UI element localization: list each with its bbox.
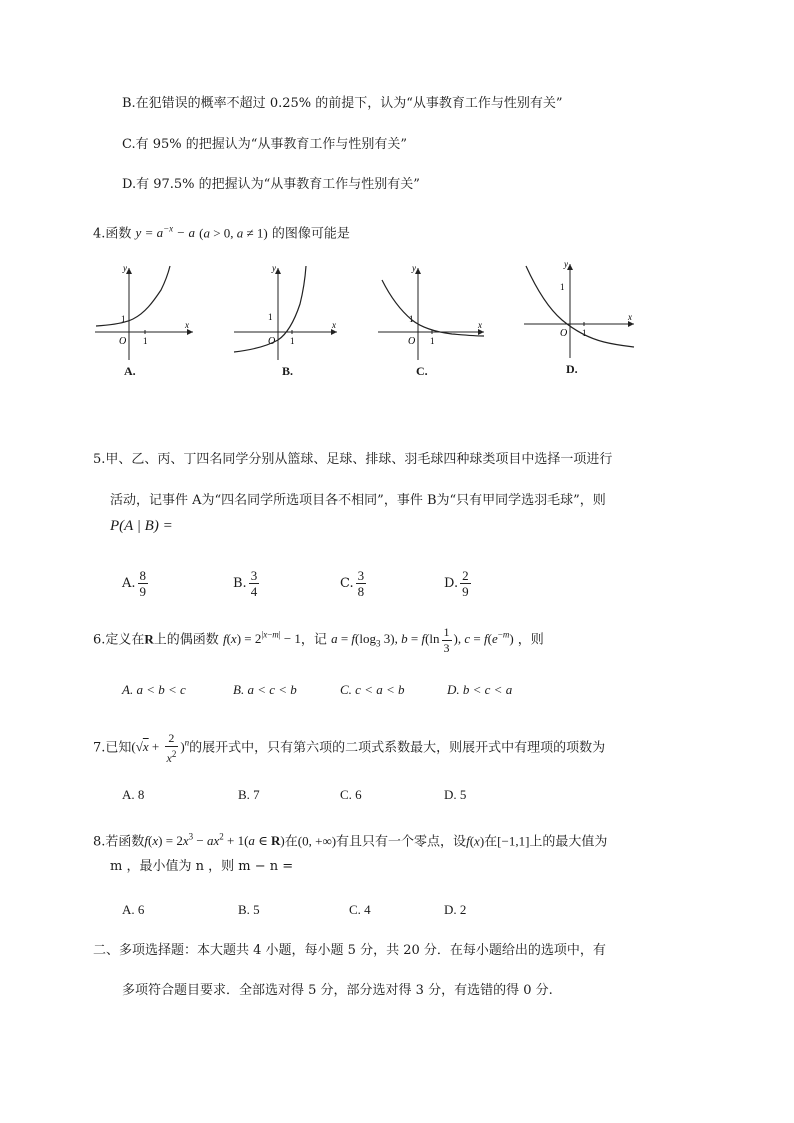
q5-option-b-den: 4 xyxy=(250,584,258,599)
q8-mid3: 在 xyxy=(484,834,498,850)
q5-option-c-frac xyxy=(356,568,367,599)
q5-option-c-label: C. xyxy=(340,576,354,591)
q5-option-b-frac xyxy=(249,568,260,599)
q8-mid2: 有且只有一个零点，设 xyxy=(336,834,467,850)
q6-mid2: ，记 xyxy=(300,632,327,648)
q8-option-c: C. 4 xyxy=(349,902,371,917)
q6-stem xyxy=(93,625,544,656)
q5-line1: 5.甲、乙、丙、丁四名同学分别从篮球、足球、排球、羽毛球四种球类项目中选择一项进行 xyxy=(93,452,613,467)
q5-option-c-num: 3 xyxy=(357,568,365,583)
q4-prefix: 4.函数 xyxy=(93,226,132,242)
q5-option-d-den: 9 xyxy=(462,584,469,599)
svg-text:O: O xyxy=(119,336,127,347)
svg-text:x: x xyxy=(185,320,189,330)
q6-mid1: 上的偶函数 xyxy=(153,632,219,648)
q6-function: f xyxy=(222,631,227,647)
q6-real-set: R xyxy=(144,631,154,647)
q4-stem xyxy=(93,219,350,244)
svg-text:x: x xyxy=(628,312,632,322)
svg-text:1: 1 xyxy=(143,336,148,346)
q8-mid1: 在 xyxy=(284,834,298,850)
q8-suffix: 上的最大值为 xyxy=(529,834,608,850)
q5-option-d xyxy=(444,568,473,599)
q4-function: $y = a^{-x} - a$ xyxy=(135,224,195,241)
q5-option-d-num: 2 xyxy=(462,568,469,583)
q6-function-def: $(x) = 2^{|x-m|} - 1$ xyxy=(226,630,301,647)
q5-option-a xyxy=(122,568,150,599)
q5-option-a-label: A. xyxy=(122,576,136,591)
q7-option-c: C. 6 xyxy=(340,787,362,802)
svg-text:1: 1 xyxy=(268,312,273,322)
svg-text:y: y xyxy=(272,263,276,273)
svg-text:1: 1 xyxy=(290,336,295,346)
q6-prefix: 6.定义在 xyxy=(93,632,145,648)
svg-text:x: x xyxy=(332,320,336,330)
q5-option-c-den: 8 xyxy=(357,584,365,599)
q6-option-c: C. c < a < b xyxy=(340,682,405,697)
q5-option-a-num: 8 xyxy=(139,568,147,583)
q8-function: $f(x) = 2x^3 - ax^2 + 1(a$ ∈ R) xyxy=(144,832,285,849)
q8-interval1: (0, +∞) xyxy=(297,833,337,849)
q4-graph-c-label: C. xyxy=(416,364,428,378)
q8-option-b: B. 5 xyxy=(238,902,260,917)
q7-prefix: 7.已知 xyxy=(93,740,132,756)
q5-option-a-frac xyxy=(138,568,149,599)
q6-option-d: D. b < c < a xyxy=(447,682,513,697)
q8-option-a: A. 6 xyxy=(122,902,145,917)
q3-option-d: D.有 97.5% 的把握认为“从事教育工作与性别有关” xyxy=(122,177,420,192)
q5-option-d-label: D. xyxy=(444,576,459,591)
q7-stem xyxy=(93,731,605,766)
q5-option-b xyxy=(233,568,261,599)
q4-suffix: 的图像可能是 xyxy=(271,226,350,242)
svg-text:1: 1 xyxy=(409,314,414,324)
q4-graph-d-label: D. xyxy=(566,362,578,376)
q4-graph-b xyxy=(232,262,347,362)
q8-interval2: [−1,1] xyxy=(497,833,530,849)
section2-line1: 二、多项选择题：本大题共 4 小题，每小题 5 分，共 20 分．在每小题给出的选项中，有 xyxy=(93,943,606,958)
svg-text:1: 1 xyxy=(121,314,126,324)
q8-fx: f(x) xyxy=(466,833,485,849)
q7-option-d: D. 5 xyxy=(444,787,467,802)
q4-graph-b-label: B. xyxy=(282,364,294,378)
q4-condition: (a > 0, a ≠ 1) xyxy=(199,225,268,241)
q3-option-b: B.在犯错误的概率不超过 0.25% 的前提下，认为“从事教育工作与性别有关” xyxy=(122,96,563,111)
svg-text:1: 1 xyxy=(430,336,435,346)
q3-option-c: C.有 95% 的把握认为“从事教育工作与性别有关” xyxy=(122,137,408,152)
q8-prefix: 8.若函数 xyxy=(93,834,145,850)
q4-graph-a xyxy=(93,262,203,362)
q7-option-a: A. 8 xyxy=(122,787,145,802)
q6-suffix: ，则 xyxy=(517,632,544,648)
q5-option-a-den: 9 xyxy=(139,584,147,599)
q6-option-a: A. a < b < c xyxy=(122,682,186,697)
svg-text:y: y xyxy=(564,259,568,269)
q7-suffix: 的展开式中，只有第六项的二项式系数最大，则展开式中有理项的项数为 xyxy=(189,740,606,756)
q5-line3: P(A | B) = xyxy=(110,518,173,534)
q8-line2: m ，最小值为 n ，则 m − n = xyxy=(110,859,294,874)
q5-option-b-num: 3 xyxy=(250,568,258,583)
section2-line2: 多项符合题目要求．全部选对得 5 分，部分选对得 3 分，有选错的得 0 分. xyxy=(122,983,553,998)
svg-text:O: O xyxy=(560,328,568,339)
q7-option-b: B. 7 xyxy=(238,787,260,802)
svg-text:1: 1 xyxy=(560,282,565,292)
q6-option-b: B. a < c < b xyxy=(233,682,297,697)
q4-graph-c xyxy=(376,262,491,362)
q4-graph-d xyxy=(522,258,640,362)
svg-text:O: O xyxy=(408,336,416,347)
svg-text:x: x xyxy=(478,320,482,330)
q5-line2: 活动，记事件 A为“四名同学所选项目各不相同”，事件 B为“只有甲同学选羽毛球”，则 xyxy=(110,493,606,508)
svg-text:y: y xyxy=(123,263,127,273)
q8-option-d: D. 2 xyxy=(444,902,467,917)
q5-option-b-label: B. xyxy=(233,576,247,591)
svg-text:O: O xyxy=(268,336,276,347)
q4-graph-a-label: A. xyxy=(124,364,136,378)
q5-option-d-frac xyxy=(460,568,471,599)
q6-abc-defs: $a = f(\log_3$ 3), b = f(ln $\frac{1}{3}$ ), $c = f(e^{-m})$ xyxy=(331,625,514,655)
svg-text:y: y xyxy=(412,263,416,273)
q5-option-c xyxy=(340,568,368,599)
q7-binomial: (√x + $\frac{2}{x^2}$ )$^n$ xyxy=(131,731,190,765)
q8-stem xyxy=(93,827,607,852)
svg-text:1: 1 xyxy=(582,328,587,338)
